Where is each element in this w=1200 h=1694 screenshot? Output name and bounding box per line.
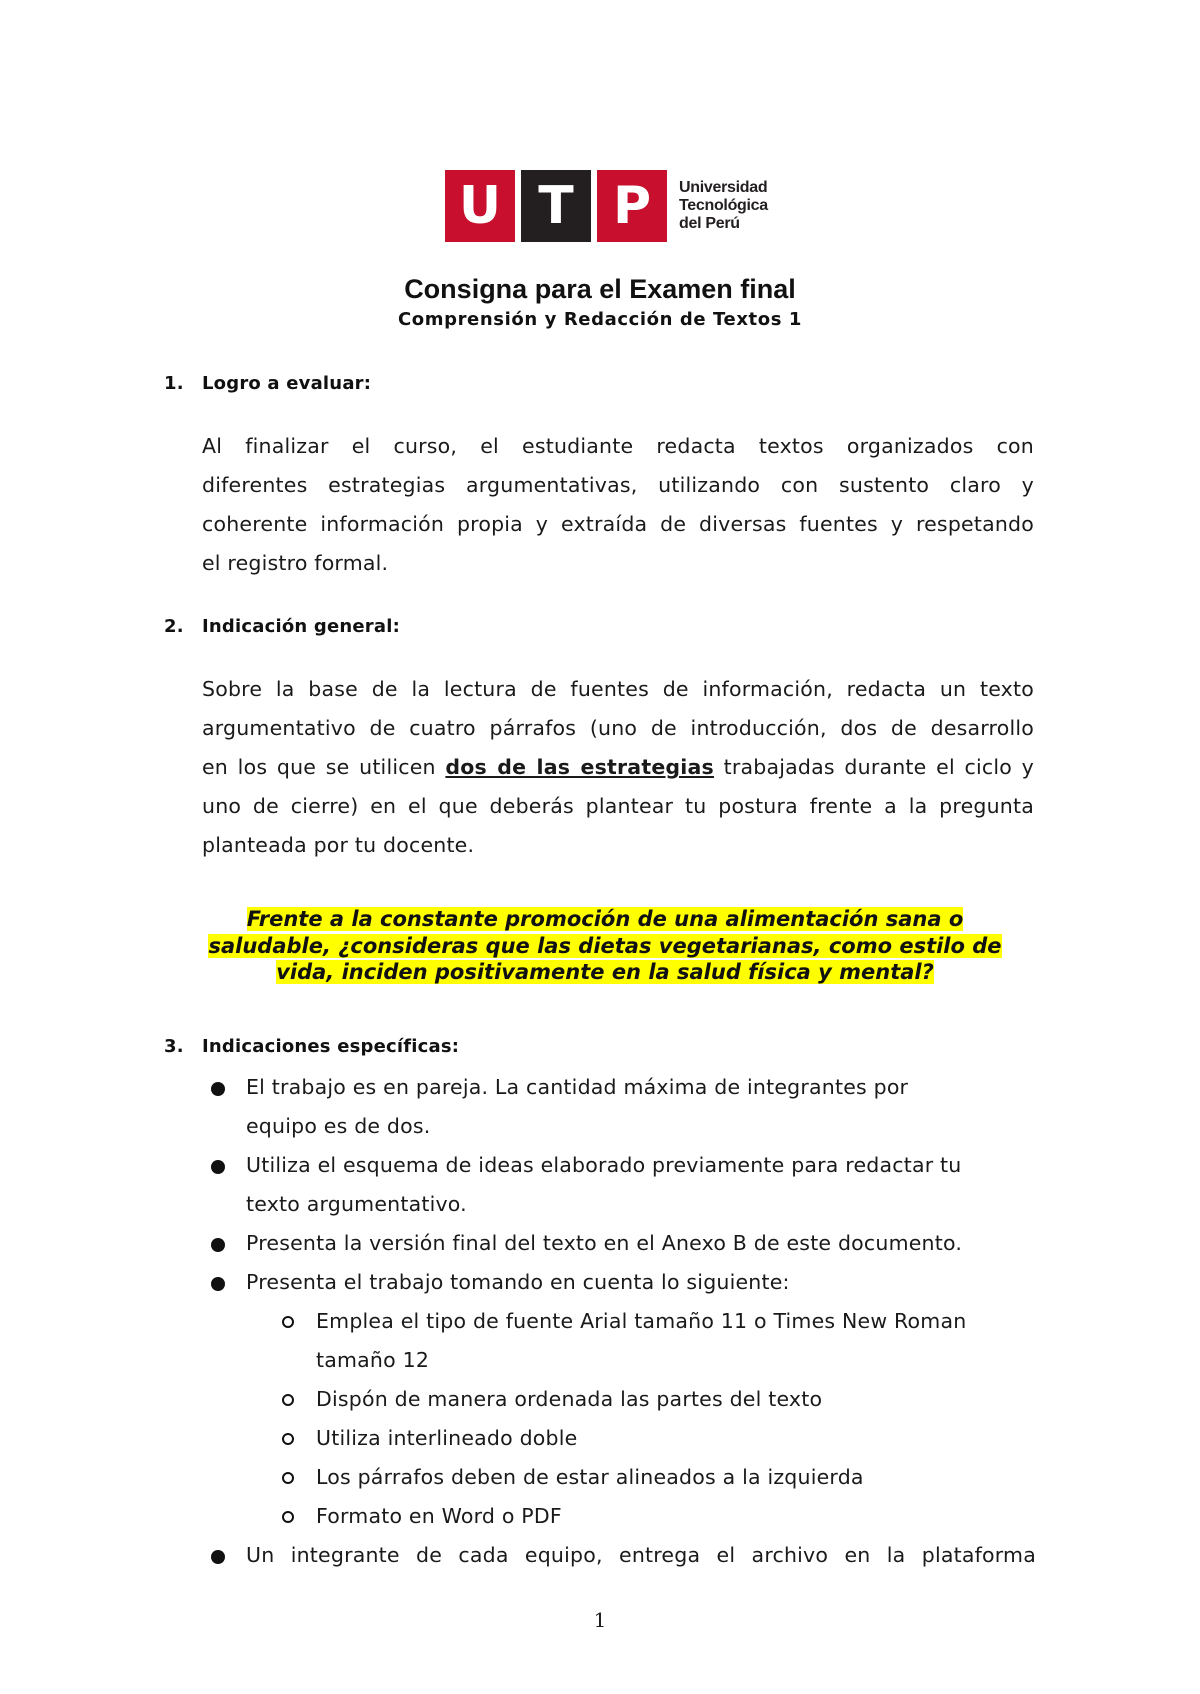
list-item (206, 1146, 1036, 1224)
bullet-line: Presenta la versión final del texto en el Anexo B de este documento. (246, 1231, 963, 1255)
line-text: trabajadas durante el ciclo y (713, 755, 1034, 779)
question-line: saludable, ¿consideras que las dietas vegetarianas, como estilo de (208, 933, 1002, 958)
page-subtitle: Comprensión y Redacción de Textos 1 (397, 309, 803, 330)
logo-letter-u: U (445, 170, 515, 242)
sub-list-item (206, 1497, 1036, 1536)
line-text: en los que se utilicen (202, 755, 446, 779)
list-item (206, 1263, 1036, 1302)
logo-text-line-3: del Perú (679, 215, 740, 232)
page-number: 1 (593, 1608, 607, 1632)
logo-text-line-2: Tecnológica (679, 197, 768, 214)
sub-bullet-line: tamaño 12 (316, 1348, 430, 1372)
paragraph-line: coherente información propia y extraída de diversas fuentes y respetando (202, 512, 1034, 536)
sub-bullet-circle (282, 1316, 294, 1328)
bullet-line: Presenta el trabajo tomando en cuenta lo siguiente: (246, 1270, 790, 1294)
sub-bullet-circle (282, 1433, 294, 1445)
section-2-paragraph (202, 670, 1034, 865)
list-item (206, 1068, 1036, 1146)
paragraph-line: uno de cierre) en el que deberás plantear tu postura frente a la pregunta (202, 794, 1034, 818)
question-line: Frente a la constante promoción de una alimentación sana o (246, 907, 964, 931)
section-3-title: Indicaciones específicas: (202, 1036, 460, 1057)
sub-bullet-line: Dispón de manera ordenada las partes del texto (316, 1387, 823, 1411)
emphasized-strategies: dos de las estrategias (445, 755, 714, 779)
section-2-number: 2. (164, 616, 184, 637)
bullet-line: equipo es de dos. (246, 1114, 431, 1138)
paragraph-line: Sobre la base de la lectura de fuentes de información, redacta un texto (202, 677, 1034, 701)
paragraph-line (202, 748, 1034, 787)
section-2-title: Indicación general: (202, 616, 400, 637)
paragraph-line: argumentativo de cuatro párrafos (uno de introducción, dos de desarrollo (202, 716, 1034, 740)
sub-bullet-circle (282, 1511, 294, 1523)
bullet-dot (211, 1550, 225, 1564)
bullet-dot (211, 1082, 225, 1096)
utp-logo (445, 170, 768, 242)
sub-bullet-line: Utiliza interlineado doble (316, 1426, 578, 1450)
bullet-dot (211, 1238, 225, 1252)
sub-bullet-line: Los párrafos deben de estar alineados a la izquierda (316, 1465, 864, 1489)
sub-bullet-circle (282, 1394, 294, 1406)
sub-list-item (206, 1458, 1036, 1497)
question-line: vida, inciden positivamente en la salud física y mental? (276, 960, 934, 984)
logo-text-line-1: Universidad (679, 179, 768, 196)
paragraph-line: Al finalizar el curso, el estudiante redacta textos organizados con (202, 434, 1034, 458)
bullet-line: Utiliza el esquema de ideas elaborado previamente para redactar tu (246, 1153, 962, 1177)
list-item (206, 1536, 1036, 1575)
page-title: Consigna para el Examen final (404, 274, 796, 304)
sub-bullet-line: Emplea el tipo de fuente Arial tamaño 11 o Times New Roman (316, 1309, 967, 1333)
sub-list-item (206, 1302, 1036, 1380)
sub-bullet-circle (282, 1472, 294, 1484)
list-item (206, 1224, 1036, 1263)
section-1-heading (164, 373, 371, 394)
sub-list-item (206, 1419, 1036, 1458)
sub-bullet-line: Formato en Word o PDF (316, 1504, 562, 1528)
paragraph-line: planteada por tu docente. (202, 833, 475, 857)
logo-letter-t: T (521, 170, 591, 242)
bullet-line: El trabajo es en pareja. La cantidad máxima de integrantes por (246, 1075, 909, 1099)
bullet-list (206, 1068, 1036, 1575)
bullet-dot (211, 1277, 225, 1291)
logo-letter-p: P (597, 170, 667, 242)
section-3-heading (164, 1036, 459, 1057)
bullet-dot (211, 1160, 225, 1174)
section-2-heading (164, 616, 400, 637)
logo-university-name (679, 179, 768, 233)
section-1-paragraph (202, 427, 1034, 583)
section-1-title: Logro a evaluar: (202, 373, 372, 394)
highlighted-question (170, 906, 1040, 986)
section-1-number: 1. (164, 373, 184, 394)
bullet-line: texto argumentativo. (246, 1192, 467, 1216)
bullet-line: Un integrante de cada equipo, entrega el archivo en la plataforma (246, 1543, 1036, 1567)
paragraph-line: diferentes estrategias argumentativas, utilizando con sustento claro y (202, 473, 1034, 497)
sub-list-item (206, 1380, 1036, 1419)
paragraph-line: el registro formal. (202, 551, 389, 575)
section-3-number: 3. (164, 1036, 184, 1057)
